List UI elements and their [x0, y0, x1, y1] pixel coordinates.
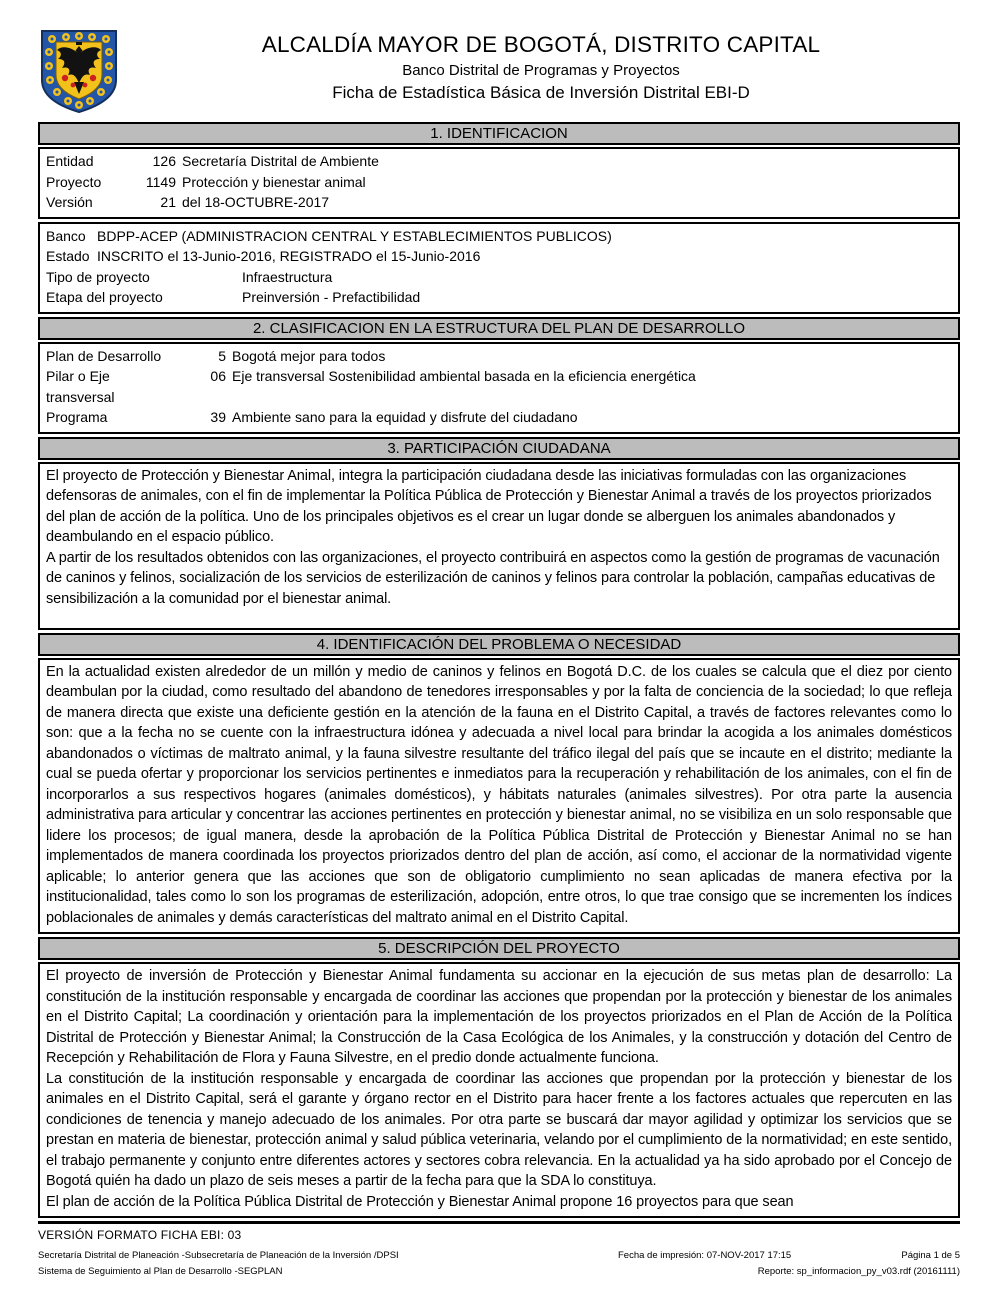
field-value: Protección y bienestar animal [182, 173, 366, 190]
description-paragraph-2: La constitución de la institución responsable y encargada de coordinar las acciones que propendan por la protección y bienestar de los animales en el Distrito Capital, será el garante y órgano rector en el Distrito para hacer frente a los factores actuales que repercuten en las condiciones de tenencia y manejo adecuado de los animales. Por otra parte se buscará dar mayor agilidad y optimizar los servicios que se prestan en materia de bienestar, protección animal y salud pública veterinaria, velando por el cumplimiento de la normatividad; en este sentido, el trabajo permanente y conjunto entre diferentes actores y sectores cobra relevancia. En la actualidad ya ha sido aprobado por el Concejo de Bogotá quién ha dado un plazo de seis meses a partir de la fecha para que la SDA lo constituya. [46, 1070, 952, 1189]
field-label: Plan de Desarrollo [46, 347, 162, 364]
report-name: Reporte: sp_informacion_py_v03.rdf (20161111) [757, 1266, 960, 1277]
document-header [38, 26, 960, 116]
section-descripcion [38, 937, 960, 1218]
field-proyecto [46, 172, 952, 193]
field-plan-desarrollo [46, 346, 952, 367]
field-code: 5 [218, 347, 226, 364]
section-3-heading: 3. PARTICIPACIÓN CIUDADANA [38, 437, 960, 460]
page-title: ALCALDÍA MAYOR DE BOGOTÁ, DISTRITO CAPITAL [261, 32, 821, 57]
field-value: Bogotá mejor para todos [232, 347, 386, 364]
problem-paragraph: En la actualidad existen alrededor de un millón y medio de caninos y felinos en Bogotá D.C. de los cuales se calcula que el diez por ciento deambulan por la ciudad, como resultado del abandono de tenedores irresponsables y por la falta de conciencia de la sociedad; lo que refleja de manera directa que existe una deficiente gestión en la atención de la fauna en el Distrito Capital, a través de factores relevantes como lo son: que a la fecha no se cuente con la infraestructura idónea y adecuada a nivel local para brindar la acogida a los animales domésticos abandonados o víctimas de maltrato animal, y la fauna silvestre resultante del tráfico ilegal del país que se incaute en el distrito; mediante la cual se pueda ofertar y proporcionar los servicios pertinentes e inmediatos para la recuperación y rehabilitación de los animales, con el fin de incorporarlos a sus respectivos hogares (animales domésticos), y hábitats naturales (animales silvestres). Por otra parte la ausencia administrativa para articular y concentrar las acciones pertinentes en protección y bienestar animal, no se visibiliza en un solo responsable que lidere los procesos; de igual manera, desde la aprobación de la Política Pública Distrital de Protección y Bienestar Animal no se han implementados de manera coordinada los proyectos priorizados dentro del plan de acción, así como, el accionar de la normatividad vigente aplicable; lo anterior genera que las acciones que son de obligatorio cumplimiento no sean aplicadas de manera efectiva por la institucionalidad, tales como lo son los programas de esterilización, adopción, entre otros, lo que trae consigo que se incrementen los índices poblacionales de animales y demás características del maltrato animal en el Distrito Capital. [46, 663, 952, 926]
field-label: Banco [46, 227, 86, 244]
section-2-heading: 2. CLASIFICACION EN LA ESTRUCTURA DEL PLAN DE DESARROLLO [38, 317, 960, 340]
section-participacion [38, 437, 960, 630]
page-subtitle-1: Banco Distrital de Programas y Proyectos [402, 62, 680, 79]
field-estado [46, 246, 952, 267]
classification-box [38, 342, 960, 434]
field-tipo-proyecto [46, 267, 952, 288]
participation-paragraph-2: A partir de los resultados obtenidos con las organizaciones, el proyecto contribuirá en aspectos como la gestión de programas de vacunación de caninos y felinos, socialización de los servicios de esterilización de caninos y felinos para controlar la población, campañas educativas de sensibilización a la comunidad por el bienestar animal. [46, 549, 940, 607]
footer-system-line: Sistema de Seguimiento al Plan de Desarrollo -SEGPLAN [38, 1266, 283, 1277]
field-label: Tipo de proyecto [46, 268, 150, 285]
page-number: Página 1 de 5 [901, 1250, 960, 1261]
field-label: Etapa del proyecto [46, 289, 163, 305]
field-label: Proyecto [46, 173, 102, 190]
field-value: del 18-OCTUBRE-2017 [182, 194, 330, 210]
field-code: 21 [160, 194, 176, 210]
field-entidad [46, 151, 952, 172]
identification-main-box [38, 147, 960, 219]
field-code: 06 [210, 368, 226, 384]
format-version-label: VERSIÓN FORMATO FICHA EBI: 03 [38, 1228, 242, 1242]
footer-small-print [38, 1249, 960, 1281]
document-footer [38, 1221, 960, 1281]
field-value: Infraestructura [242, 268, 333, 285]
participation-box [38, 462, 960, 630]
section-5-heading: 5. DESCRIPCIÓN DEL PROYECTO [38, 937, 960, 960]
field-code: 39 [210, 409, 226, 425]
field-value: Preinversión - Prefactibilidad [242, 289, 421, 305]
footer-left-column [38, 1249, 618, 1281]
identification-info-box [38, 222, 960, 314]
field-label: Versión [46, 194, 93, 210]
description-paragraph-1: El proyecto de inversión de Protección y Bienestar Animal fundamenta su accionar en la ejecución de sus metas plan de desarrollo: La constitución de la institución responsable y encargada de coordinar las acciones que propendan por la protección y bienestar de los animales en el Distrito Capital; La coordinación y orientación para la implementación de los proyectos priorizados en el Plan de Acción de la Política Distrital de Protección y Bienestar Animal; la Construcción de la Casa Ecológica de los Animales, y la construcción y dotación del Centro de Recepción y Rehabilitación de Flora y Fauna Silvestre, en el predio donde actualmente funciona. [46, 968, 952, 1066]
field-programa [46, 407, 952, 428]
field-value: Ambiente sano para la equidad y disfrute del ciudadano [232, 409, 578, 425]
field-code: 126 [152, 153, 176, 169]
bogota-coat-of-arms [38, 28, 120, 114]
field-label: Programa [46, 409, 108, 425]
field-label: Entidad [46, 153, 94, 169]
field-code: 1149 [145, 173, 176, 190]
field-etapa-proyecto [46, 287, 952, 308]
section-clasificacion [38, 317, 960, 434]
field-value: BDPP-ACEP (ADMINISTRACION CENTRAL Y ESTABLECIMIENTOS PUBLICOS) [97, 227, 612, 244]
description-box [38, 962, 960, 1218]
field-label: Estado [46, 248, 90, 264]
footer-right-column [618, 1249, 960, 1281]
print-date: Fecha de impresión: 07-NOV-2017 17:15 [618, 1250, 792, 1261]
field-banco [46, 226, 952, 247]
field-label: Pilar o Eje transversal [46, 368, 115, 405]
page-subtitle-2: Ficha de Estadística Básica de Inversión Distrital EBI-D [332, 83, 750, 102]
problem-box [38, 658, 960, 935]
field-value: Secretaría Distrital de Ambiente [182, 153, 379, 169]
field-pilar-eje [46, 366, 952, 407]
footer-entity-line: Secretaría Distrital de Planeación -Subsecretaría de Planeación de la Inversión /DPSI [38, 1250, 399, 1261]
section-problema [38, 633, 960, 935]
section-1-heading: 1. IDENTIFICACION [38, 122, 960, 145]
section-4-heading: 4. IDENTIFICACIÓN DEL PROBLEMA O NECESIDAD [38, 633, 960, 656]
description-paragraph-3: El plan de acción de la Política Pública Distrital de Protección y Bienestar Animal propone 16 proyectos para que sean [46, 1193, 794, 1210]
field-version [46, 192, 952, 213]
section-identificacion [38, 122, 960, 314]
header-titles [38, 26, 960, 103]
participation-paragraph-1: El proyecto de Protección y Bienestar Animal, integra la participación ciudadana desde las iniciativas formuladas con las organizaciones defensoras de animales, con el fin de implementar la Política Pública de Protección y Bienestar Animal a través de los proyectos priorizados del plan de acción de la política. Uno de los principales objetivos es el crear un lugar donde se alberguen los animales abandonados y deambulando en el espacio público. [46, 467, 932, 545]
field-value: INSCRITO el 13-Junio-2016, REGISTRADO el 15-Junio-2016 [97, 248, 481, 264]
field-value: Eje transversal Sostenibilidad ambiental basada en la eficiencia energética [232, 368, 696, 384]
